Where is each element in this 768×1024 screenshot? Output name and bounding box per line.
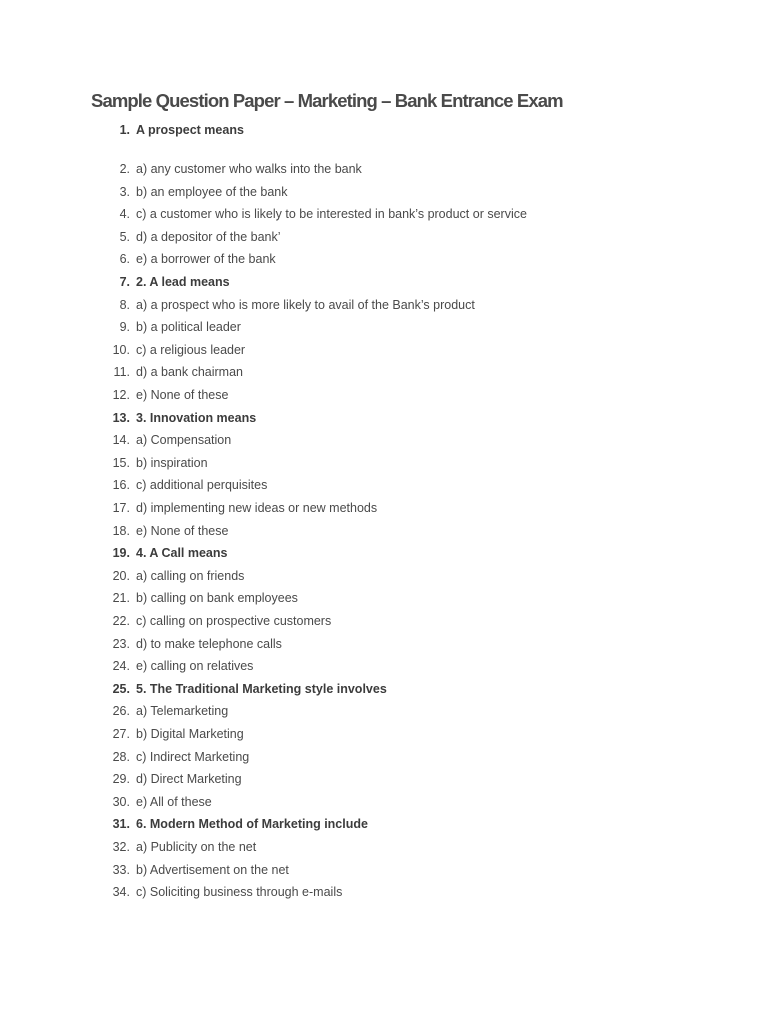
list-item-number: 17. — [112, 501, 130, 515]
list-item-text: 4. A Call means — [136, 546, 228, 561]
list-item-number: 28. — [112, 749, 130, 764]
list-item-text: 6. Modern Method of Marketing include — [136, 817, 368, 832]
list-item-text: e) None of these — [136, 388, 229, 402]
list-item-number: 24. — [112, 659, 130, 674]
list-item-number: 8. — [119, 297, 130, 312]
list-item-number: 10. — [112, 342, 130, 357]
list-item-number: 20. — [112, 568, 130, 583]
list-item-number: 25. — [112, 681, 130, 696]
list-item-text: c) calling on prospective customers — [136, 614, 332, 628]
list-item-number: 7. — [119, 275, 130, 289]
list-item-text: c) a religious leader — [136, 342, 246, 357]
list-item-text: e) a borrower of the bank — [136, 252, 276, 267]
list-item-number: 6. — [119, 252, 130, 267]
document-title: Sample Question Paper – Marketing – Bank Entrance Exam — [91, 90, 563, 111]
list-item-text: 2. A lead means — [136, 275, 230, 289]
list-item-text: a) a prospect who is more likely to avail of the Bank’s product — [136, 297, 475, 312]
list-item-text: b) inspiration — [136, 455, 208, 470]
list-item-number: 23. — [112, 636, 130, 651]
list-item-number: 14. — [112, 433, 130, 448]
list-item-text: a) Compensation — [136, 433, 232, 448]
list-item-text: a) Telemarketing — [136, 704, 229, 719]
list-item-text: d) a depositor of the bank’ — [136, 229, 281, 244]
list-item-text: c) a customer who is likely to be interested in bank’s product or service — [136, 207, 527, 222]
list-item-text: d) Direct Marketing — [136, 772, 242, 787]
list-item-number: 33. — [112, 862, 130, 877]
list-item-text: c) Soliciting business through e-mails — [136, 885, 343, 900]
list-item-text: d) implementing new ideas or new methods — [136, 501, 378, 515]
list-item-number: 21. — [112, 591, 130, 606]
list-item-number: 15. — [112, 455, 130, 470]
list-item-number: 9. — [119, 320, 130, 335]
list-item-number: 19. — [112, 546, 130, 561]
list-item-number: 13. — [112, 410, 130, 425]
list-item-number: 30. — [112, 794, 130, 809]
list-item-text: a) Publicity on the net — [136, 840, 257, 854]
list-item-number: 26. — [112, 704, 130, 719]
list-item-number: 5. — [119, 229, 130, 244]
list-item-number: 31. — [112, 817, 130, 832]
list-item-text: d) a bank chairman — [136, 365, 244, 380]
list-item-number: 11. — [113, 365, 130, 380]
list-item-number: 29. — [112, 772, 130, 787]
list-item-text: b) calling on bank employees — [136, 591, 298, 606]
list-item-number: 27. — [112, 727, 130, 741]
list-item-text: b) an employee of the bank — [136, 184, 288, 199]
list-item-number: 18. — [112, 523, 130, 538]
list-item-text: c) Indirect Marketing — [136, 749, 250, 764]
list-item-text: A prospect means — [136, 123, 244, 137]
list-item-number: 12. — [112, 388, 130, 402]
list-item-text: e) None of these — [136, 523, 229, 538]
list-item-text: e) All of these — [136, 794, 212, 809]
list-item-number: 2. — [119, 162, 130, 176]
list-item-number: 3. — [119, 184, 130, 199]
list-item-text: 3. Innovation means — [136, 410, 257, 425]
list-item-text: e) calling on relatives — [136, 659, 254, 674]
list-item-text: b) Digital Marketing — [136, 727, 244, 741]
list-item-text: b) Advertisement on the net — [136, 862, 289, 877]
list-item-text: 5. The Traditional Marketing style involves — [136, 681, 387, 696]
list-item-text: c) additional perquisites — [136, 478, 268, 493]
list-item-number: 32. — [112, 840, 130, 854]
list-item-number: 1. — [119, 123, 130, 137]
list-item-number: 34. — [112, 885, 130, 900]
list-item-number: 16. — [112, 478, 130, 493]
list-item-text: a) any customer who walks into the bank — [136, 162, 362, 176]
list-item-number: 4. — [119, 207, 130, 222]
list-item-text: d) to make telephone calls — [136, 636, 282, 651]
list-item-number: 22. — [112, 614, 130, 628]
list-item-text: a) calling on friends — [136, 568, 245, 583]
list-item-text: b) a political leader — [136, 320, 241, 335]
